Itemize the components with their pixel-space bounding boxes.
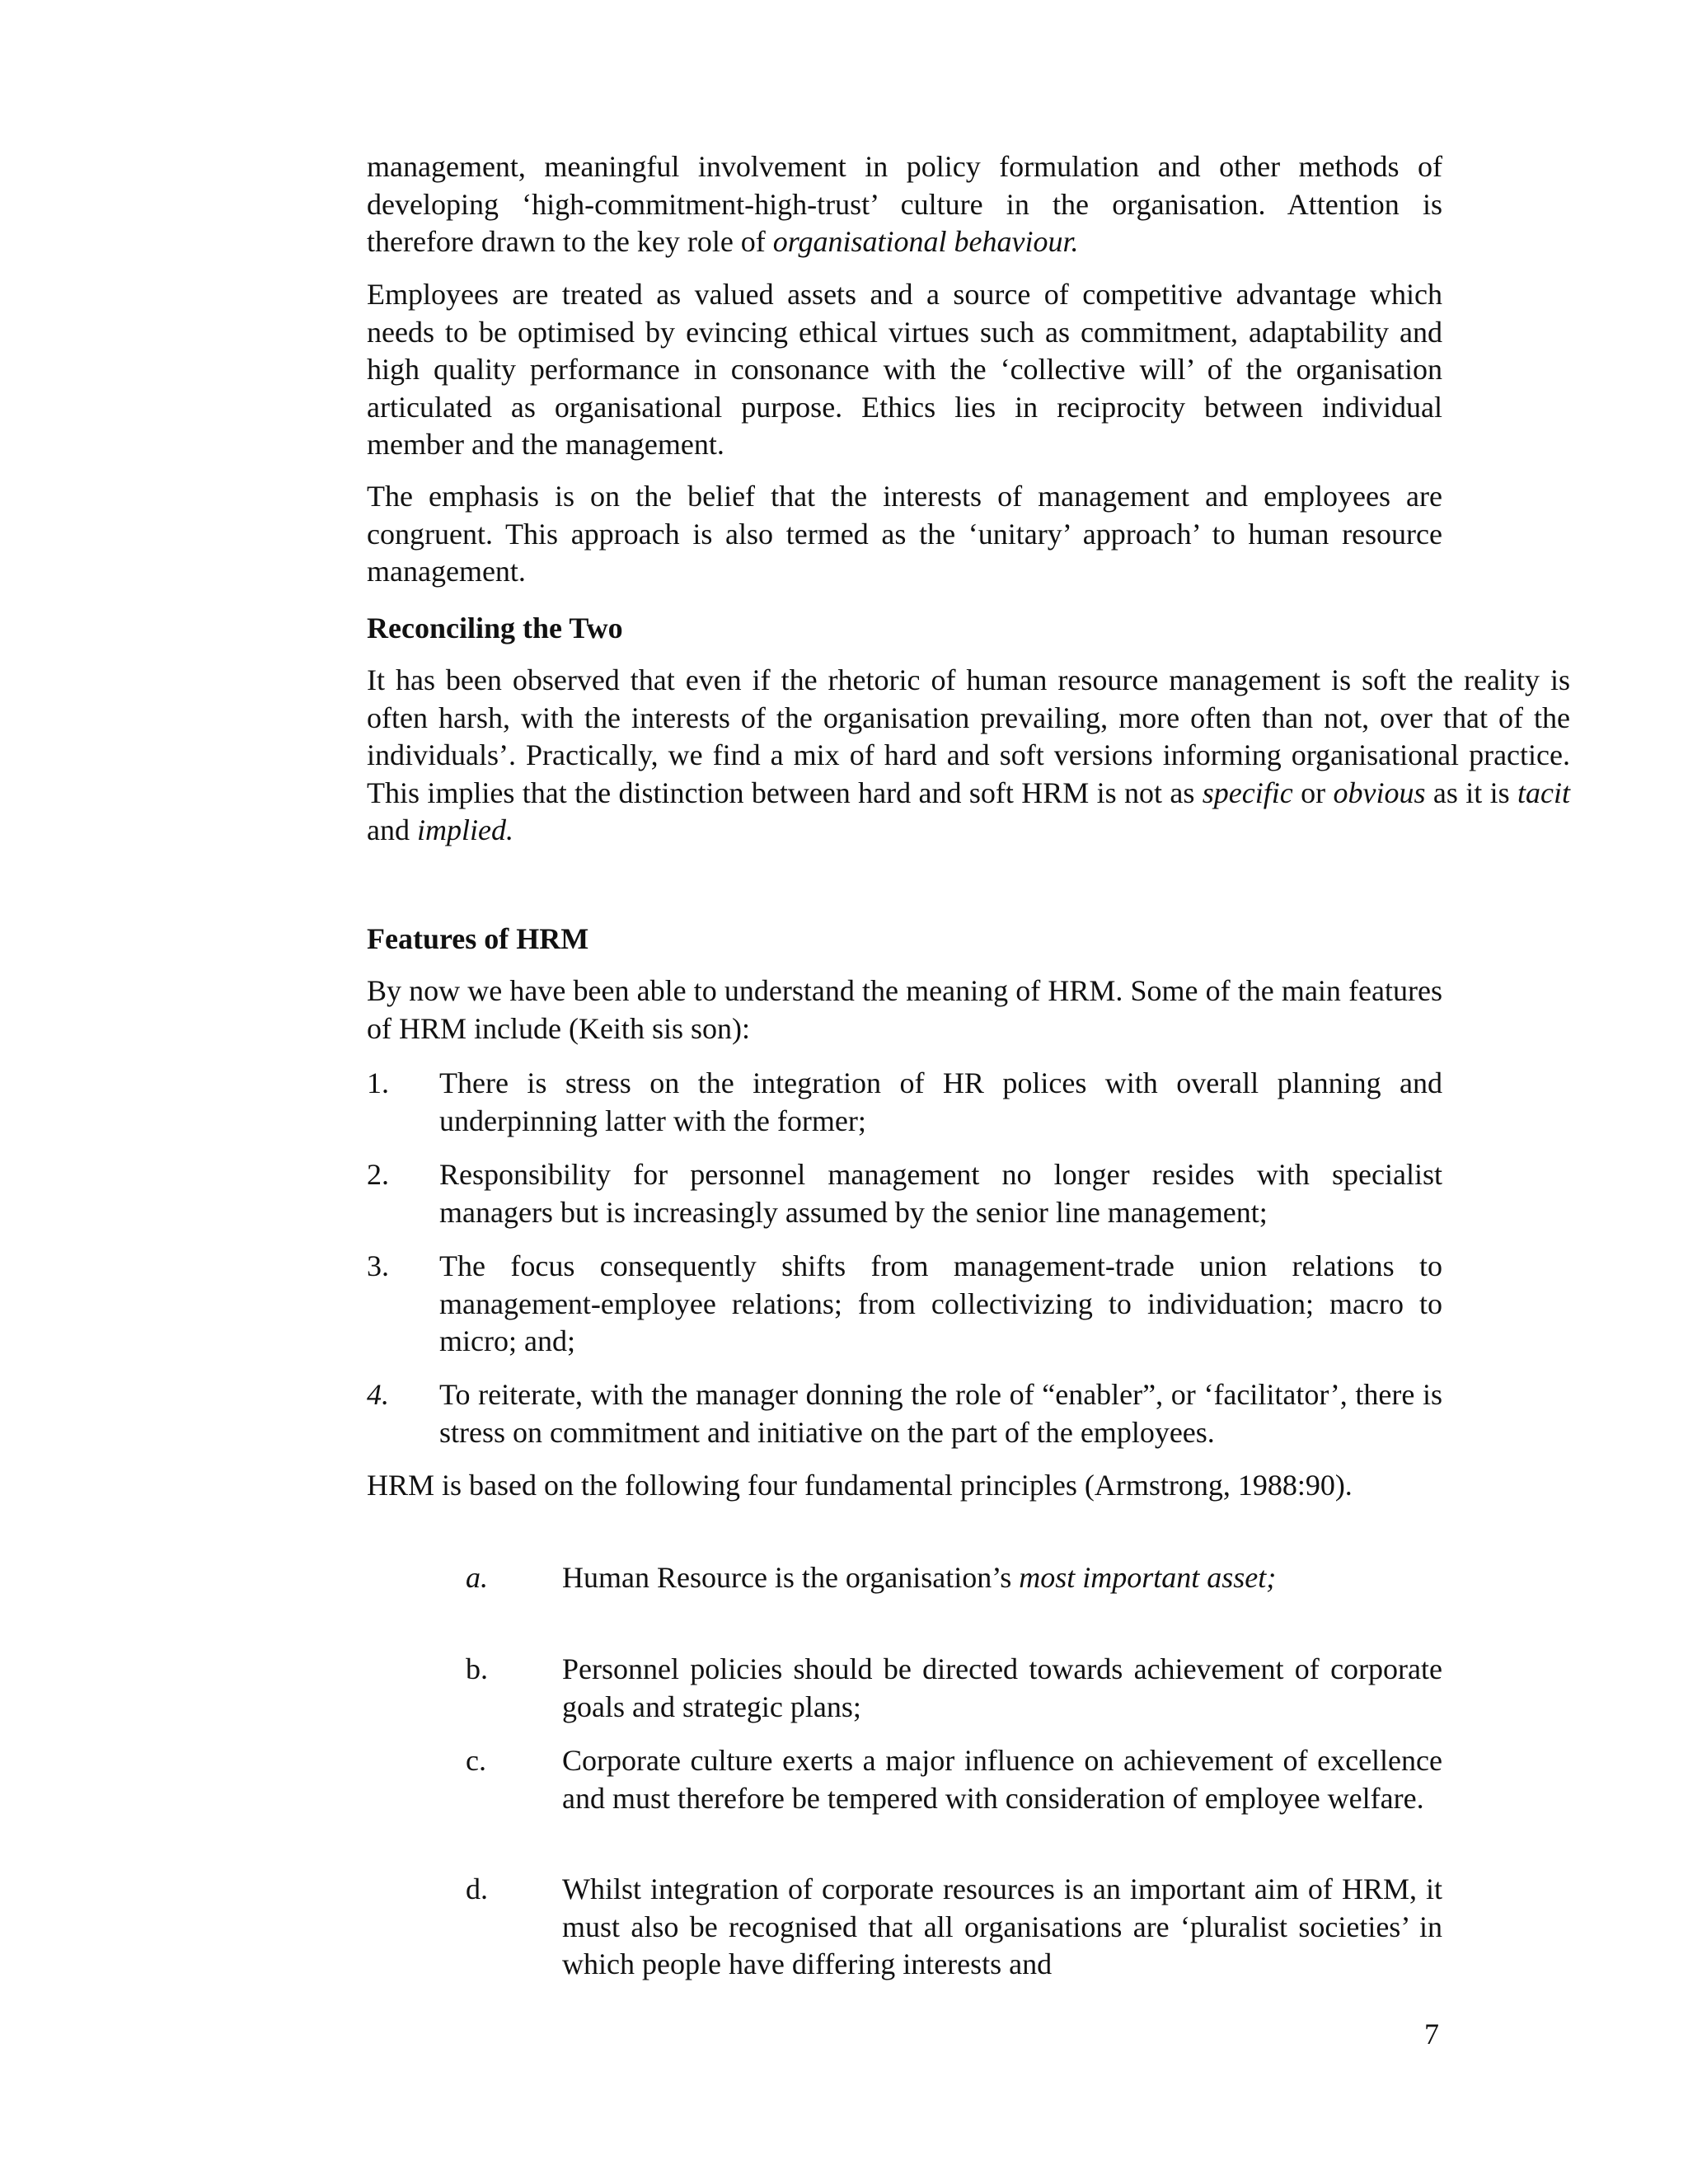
paragraph-principles-intro: HRM is based on the following four fundamental principles (Armstrong, 1988:90).: [367, 1469, 1353, 1502]
list-marker: 4.: [367, 1378, 389, 1411]
paragraph-emphasis: The emphasis is on the belief that the interests of management and employees are congruent. This approach is also termed as the ‘unitary’ approach’ to human resource management.: [367, 480, 1442, 588]
paragraph-intro: [367, 148, 1442, 261]
paragraph-intro-text: management, meaningful involvement in policy formulation and other methods of developing ‘high-commitment-high-trust’ culture in the organisation. Attention is therefore drawn to the key role of: [367, 150, 1442, 258]
heading-features: Features of HRM: [367, 922, 589, 955]
principle-item: [466, 1742, 1442, 1817]
heading-reconciling: Reconciling the Two: [367, 612, 623, 644]
paragraph-features-intro: By now we have been able to understand the meaning of HRM. Some of the main features of HRM include (Keith sis son):: [367, 974, 1442, 1045]
principle-text: Personnel policies should be directed towards achievement of corporate goals and strategic plans;: [562, 1652, 1442, 1723]
list-item-text: To reiterate, with the manager donning the role of “enabler”, or ‘facilitator’, there is stress on commitment and initiative on the part of the employees.: [439, 1378, 1442, 1449]
paragraph-reconciling-text: It has been observed that even if the rhetoric of human resource management is soft the reality is often harsh, with the interests of the organisation prevailing, more often than not, over that of the individuals’. Practically, we find a mix of hard and soft versions informing organisational practice. This implies that the distinction between hard and soft HRM is not as: [367, 663, 1570, 809]
principle-marker: a.: [466, 1561, 488, 1594]
principle-item: [466, 1871, 1442, 1984]
principle-text-italic: most important asset;: [1019, 1561, 1277, 1594]
principle-text: Whilst integration of corporate resources is an important aim of HRM, it must also be recognised that all organisations are ‘pluralist societies’ in which people have differing interests and: [562, 1872, 1442, 1980]
principle-item: [466, 1559, 1442, 1597]
list-item: [367, 1376, 1442, 1451]
principle-marker: c.: [466, 1744, 486, 1777]
italic-implied: implied.: [416, 813, 513, 846]
paragraph-reconciling-connector-2: as it is: [1425, 776, 1517, 809]
paragraph-reconciling-connector-3: and: [367, 813, 417, 846]
principle-text: [562, 1559, 1442, 1597]
list-item: [367, 1156, 1442, 1231]
italic-tacit: tacit: [1517, 776, 1570, 809]
principle-item: [466, 1651, 1442, 1726]
italic-specific: specific: [1202, 776, 1293, 809]
list-item-text: Responsibility for personnel management no longer resides with specialist managers but is increasingly assumed by the senior line management;: [439, 1158, 1442, 1229]
paragraph-intro-italic: organisational behaviour.: [772, 225, 1079, 258]
principle-marker: b.: [466, 1652, 488, 1685]
paragraph-employees: Employees are treated as valued assets and a source of competitive advantage which needs to be optimised by evincing ethical virtues such as commitment, adaptability and high quality performance in consonance with the ‘collective will’ of the organisation articulated as organisational purpose. Ethics lies in reciprocity between individual member and the management.: [367, 278, 1442, 461]
list-item-text: There is stress on the integration of HR polices with overall planning and underpinning latter with the former;: [439, 1066, 1442, 1137]
list-item-text: The focus consequently shifts from management-trade union relations to management-employee relations; from collectivizing to individuation; macro to micro; and;: [439, 1249, 1442, 1357]
list-marker: 3.: [367, 1249, 389, 1282]
page-number: 7: [1424, 2018, 1439, 2050]
list-item: [367, 1248, 1442, 1361]
principle-text-plain: Human Resource is the organisation’s: [562, 1561, 1020, 1594]
list-item: [367, 1065, 1442, 1140]
paragraph-reconciling-connector-1: or: [1292, 776, 1334, 809]
list-marker: 1.: [367, 1066, 389, 1099]
principle-marker: d.: [466, 1872, 488, 1905]
italic-obvious: obvious: [1333, 776, 1426, 809]
principle-text: Corporate culture exerts a major influence on achievement of excellence and must therefore be tempered with consideration of employee welfare.: [562, 1744, 1442, 1815]
list-marker: 2.: [367, 1158, 389, 1191]
paragraph-reconciling: [367, 662, 1570, 850]
